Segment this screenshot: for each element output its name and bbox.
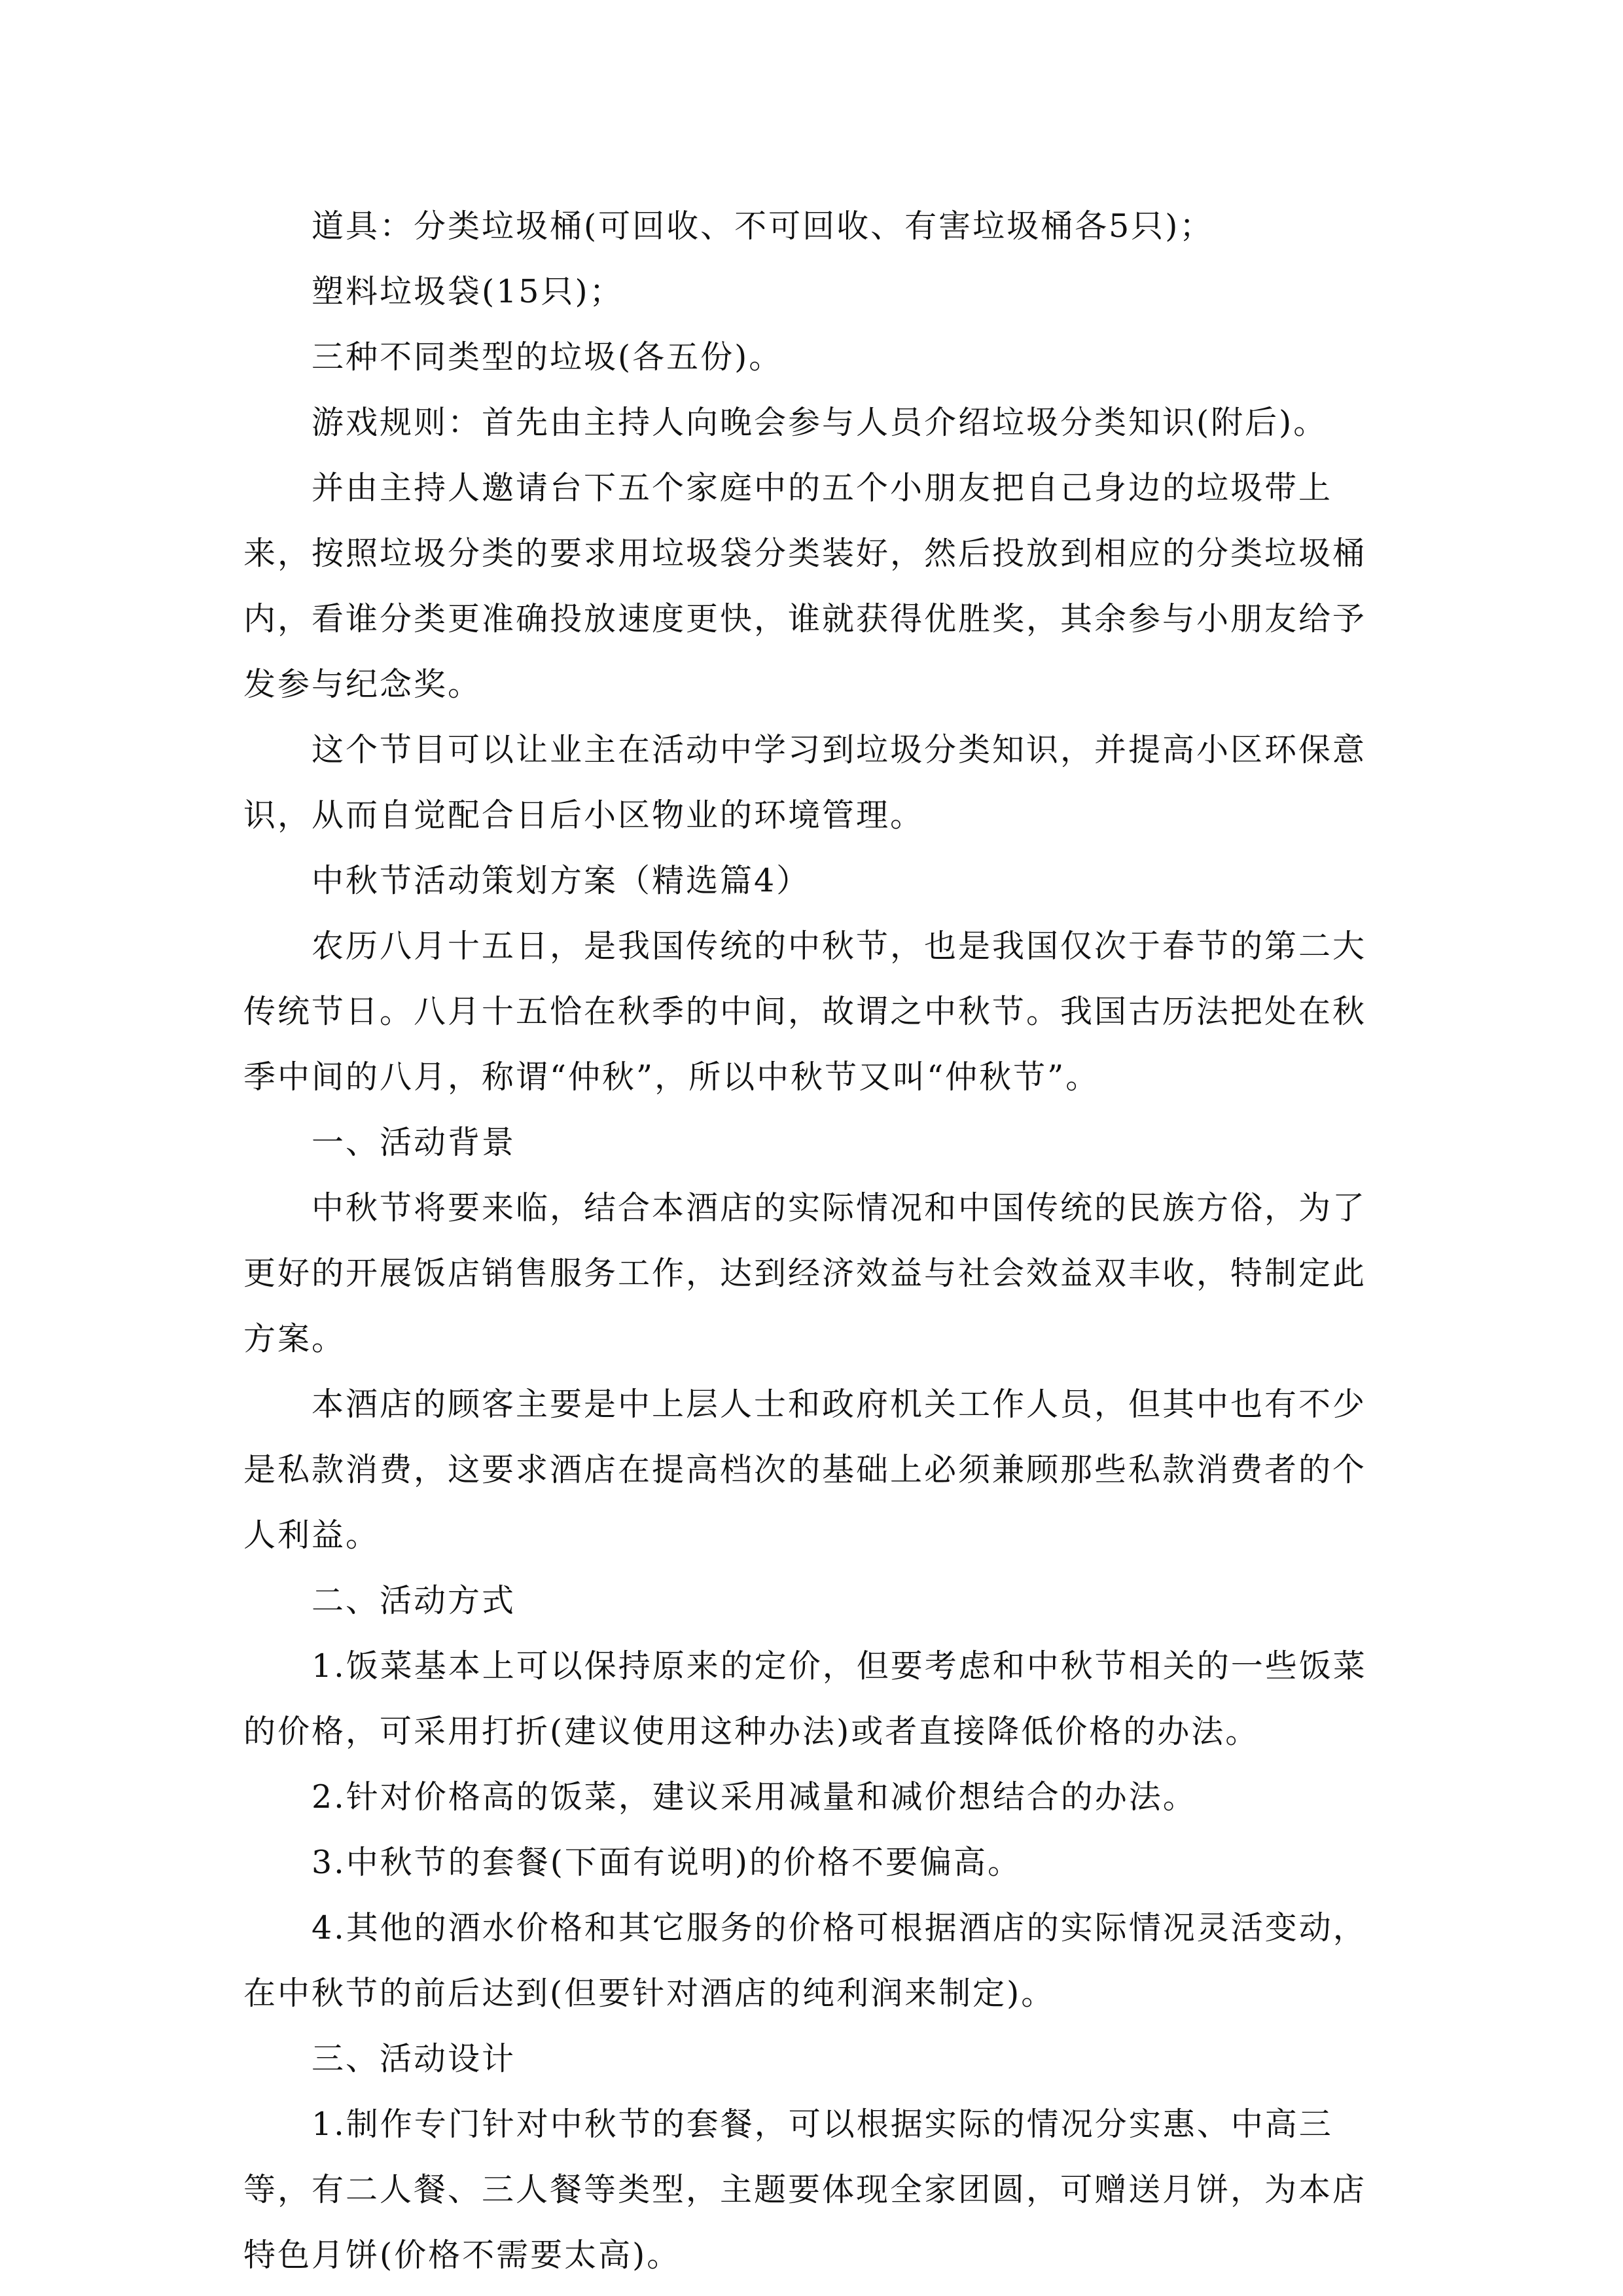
paragraph-method-3: 3.中秋节的套餐(下面有说明)的价格不要偏高。 — [312, 1844, 1022, 1881]
heading-activity-method: 二、活动方式 — [312, 1582, 516, 1619]
document-body — [243, 194, 1395, 2288]
section-heading-plan-4: 中秋节活动策划方案（精选篇4） — [312, 862, 811, 899]
paragraph-method-1: 1.饭菜基本上可以保持原来的定价，但要考虑和中秋节相关的一些饭菜的价格，可采用打折(建议使用这种办法)或者直接降低价格的办法。 — [243, 1647, 1367, 1750]
paragraph-method-2: 2.针对价格高的饭菜，建议采用减量和减价想结合的办法。 — [312, 1778, 1197, 1816]
paragraph-program-purpose: 这个节目可以让业主在活动中学习到垃圾分类知识，并提高小区环保意识，从而自觉配合日后小区物业的环境管理。 — [243, 731, 1367, 834]
paragraph-background-2: 本酒店的顾客主要是中上层人士和政府机关工作人员，但其中也有不少是私款消费，这要求酒店在提高档次的基础上必须兼顾那些私款消费者的个人利益。 — [243, 1386, 1367, 1554]
paragraph-props: 道具：分类垃圾桶(可回收、不可回收、有害垃圾桶各5只)； — [312, 207, 1214, 245]
heading-activity-design: 三、活动设计 — [312, 2040, 516, 2077]
paragraph-mid-autumn-intro: 农历八月十五日，是我国传统的中秋节，也是我国仅次于春节的第二大传统节日。八月十五恰在秋季的中间，故谓之中秋节。我国古历法把处在秋季中间的八月，称谓“仲秋”，所以中秋节又叫“仲秋节”。 — [243, 927, 1367, 1096]
paragraph-host-invites: 并由主持人邀请台下五个家庭中的五个小朋友把自己身边的垃圾带上来，按照垃圾分类的要求用垃圾袋分类装好，然后投放到相应的分类垃圾桶内，看谁分类更准确投放速度更快，谁就获得优胜奖，其余参与小朋友给予发参与纪念奖。 — [243, 469, 1367, 703]
paragraph-design-1: 1.制作专门针对中秋节的套餐，可以根据实际的情况分实惠、中高三等，有二人餐、三人餐等类型，主题要体现全家团圆，可赠送月饼，为本店特色月饼(价格不需要太高)。 — [243, 2106, 1367, 2274]
paragraph-method-4: 4.其他的酒水价格和其它服务的价格可根据酒店的实际情况灵活变动，在中秋节的前后达到(但要针对酒店的纯利润来制定)。 — [243, 1909, 1367, 2012]
paragraph-garbage-types: 三种不同类型的垃圾(各五份)。 — [312, 338, 783, 376]
heading-activity-background: 一、活动背景 — [312, 1124, 516, 1161]
paragraph-background-1: 中秋节将要来临，结合本酒店的实际情况和中国传统的民族方俗，为了更好的开展饭店销售服务工作，达到经济效益与社会效益双丰收，特制定此方案。 — [243, 1189, 1367, 1357]
paragraph-plastic-bags: 塑料垃圾袋(15只)； — [312, 273, 624, 310]
paragraph-game-rules: 游戏规则：首先由主持人向晚会参与人员介绍垃圾分类知识(附后)。 — [312, 404, 1328, 441]
